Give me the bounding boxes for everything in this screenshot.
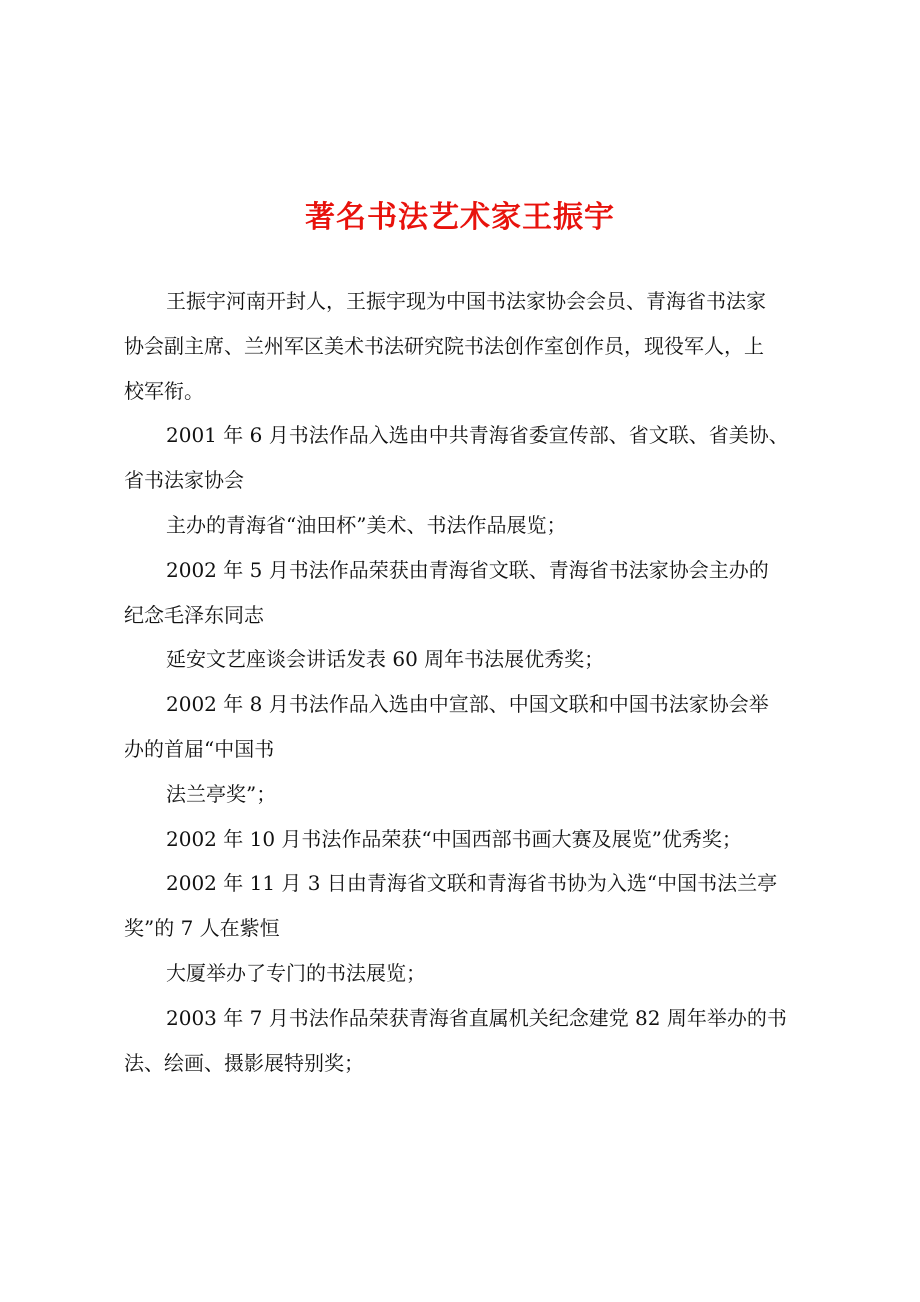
- body-line: 2002 年 10 月书法作品荣获“中国西部书画大赛及展览”优秀奖；: [166, 826, 742, 851]
- body-line: 2002 年 5 月书法作品荣获由青海省文联、青海省书法家协会主办的: [166, 557, 769, 582]
- body-line: 办的首届“中国书: [124, 736, 275, 761]
- document-body: [124, 279, 824, 1085]
- body-line: 2002 年 8 月书法作品入选由中宣部、中国文联和中国书法家协会举: [166, 692, 769, 717]
- body-line: 2001 年 6 月书法作品入选由中共青海省委宣传部、省文联、省美协、: [166, 423, 789, 448]
- body-line: 2002 年 11 月 3 日由青海省文联和青海省书协为入选“中国书法兰亭: [166, 871, 778, 896]
- body-line: 延安文艺座谈会讲话发表 60 周年书法展优秀奖；: [166, 647, 605, 672]
- document-title: 著名书法艺术家王振宇: [305, 200, 615, 235]
- body-line: 纪念毛泽东同志: [124, 602, 264, 627]
- body-line: 协会副主席、兰州军区美术书法研究院书法创作室创作员，现役军人，上: [124, 333, 764, 358]
- body-line: 校军衔。: [124, 378, 204, 403]
- body-line: 2003 年 7 月书法作品荣获青海省直属机关纪念建党 82 周年举办的书: [166, 1005, 787, 1030]
- body-line: 省书法家协会: [124, 468, 244, 493]
- body-line: 法、绘画、摄影展特别奖；: [124, 1050, 364, 1075]
- body-line: 王振宇河南开封人，王振宇现为中国书法家协会会员、青海省书法家: [166, 289, 766, 313]
- body-line: 主办的青海省“油田杯”美术、书法作品展览；: [166, 512, 567, 537]
- body-line: 法兰亭奖”；: [166, 781, 277, 806]
- body-line: 大厦举办了专门的书法展览；: [166, 960, 426, 985]
- body-line: 奖”的 7 人在紫恒: [124, 916, 280, 941]
